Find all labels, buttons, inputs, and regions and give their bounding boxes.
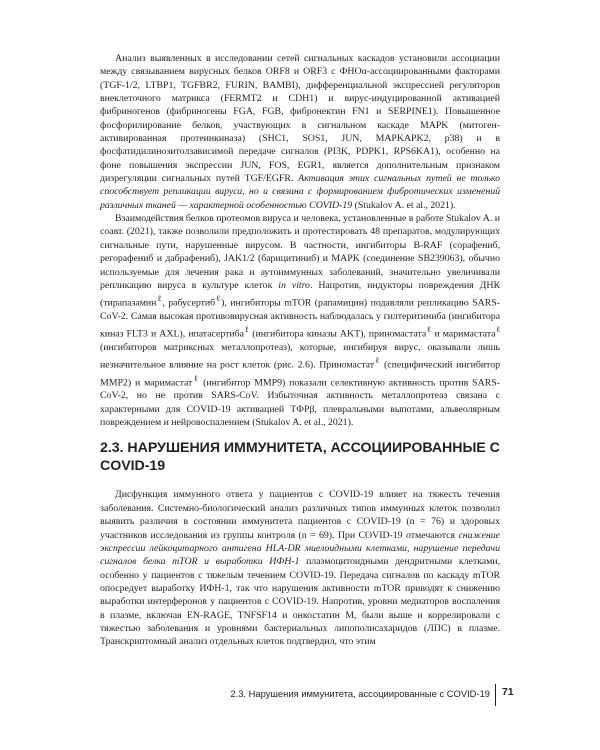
- p2-text-a: Взаимодействия белков протеомов вируса и человека, установленные в работе Stukalov A. и соавт. (2021), также позволили предположить и протестировать 48 препаратов, модулирующих сигнальные пути, нарушенные вирусом. В частности, ингибиторы B-RAF (сорафениб, регорафениб и дабрафениб), JAK1/2 (барицитиниб) и MAPK (соединение SB239063), обычно используемые для лечения рака и аутоиммунных заболеваний, значительно увеличивали репликацию вируса в культуре клеток: [100, 213, 500, 291]
- p3-italic-text: снижение экспрессии лейкоцитарного антигена HLA-DR миелоидными клетками, нарушение передачи сигналов белка mTOR и выработки ИФН-1: [100, 529, 500, 568]
- p3-text-a: Дисфункция иммунного ответа у пациентов с COVID-19 влияет на тяжесть течения заболевания. Системно-биологический анализ различных типов иммунных клеток позволил выявить различия в состоянии иммунитета пациентов с COVID-19 (n = 76) и здоровых участников исследования из группы контроля (n = 69). При COVID-19 отмечаются: [100, 489, 500, 541]
- p2-text-c: . Напротив, индукторы повреждения ДНК (тирапазамин: [100, 279, 500, 309]
- paragraph-3: [100, 488, 500, 648]
- registered-mark: ℓ: [426, 325, 432, 335]
- p1-italic-text: Активация этих сигнальных путей не только способствует репликации вируса, но и связана с формированием фибротических изменений различных тканей — характерной особенностью COVID-19: [100, 173, 500, 211]
- p2-text-g: и маримастата: [431, 328, 496, 340]
- paragraph-1: [100, 52, 500, 212]
- footer-divider: [495, 684, 496, 706]
- p2-text-h: (ингибиторов матриксных металлопротеаз), которые, ингибируя вирус, оказывали лишь незначительное влияние на рост клеток (рис. 2.6). Приномастат: [100, 341, 500, 371]
- paragraph-2: [100, 212, 500, 429]
- registered-mark: ℓ: [495, 325, 500, 335]
- registered-mark: ℓ: [192, 373, 200, 383]
- registered-mark: ℓ: [215, 294, 222, 304]
- page-footer: [0, 680, 600, 710]
- page-content: [100, 52, 500, 649]
- registered-mark: ℓ: [373, 356, 381, 366]
- p2-text-d: , рабусертиб: [162, 297, 216, 309]
- p2-text-e: ), ингибиторы mTOR (рапамицин) подавляли репликацию SARS-CoV-2. Самая высокая противовирусная активность наблюдалась у гилтеритиниба (ингибитора киназ FLT3 и AXL), ипатасертиба: [100, 297, 500, 340]
- p3-text-c: плазмоцитоидными дендритными клетками, особенно у пациентов с тяжелым течением COVID-19. Передача сигналов по каскаду mTOR опосредует выработку ИФН-1, так что нарушения активности mTOR приводят к снижению выработки интерферонов у пациентов с COVID-19. Напротив, уровни медиаторов воспаления в плазме, включая EN-RAGE, TNFSF14 и онкостатин M, были выше и коррелировали с тяжестью заболевания и уровнями бактериальных липополисахаридов (ЛПС) в плазме. Транскриптомный анализ отдельных клеток подтвердил, что этим: [100, 556, 501, 648]
- p2-text-j: (ингибитор MMP9) показали селективную активность против SARS-CoV-2, но не против SARS-CoV. Избыточная активность металлопротеаз связана с характерными для COVID-19 активацией TФРβ, плевральными выпотами, альвеолярным повреждением и нейровоспалением (Stukalov A. et al., 2021).: [100, 377, 500, 429]
- section-heading: 2.3. НАРУШЕНИЯ ИММУНИТЕТА, АССОЦИИРОВАННЫЕ С COVID-19: [100, 440, 500, 474]
- page-number: 71: [502, 687, 514, 698]
- running-title: 2.3. Нарушения иммунитета, ассоциированные с COVID-19: [230, 688, 490, 699]
- p2-text-i: (специфический ингибитор MMP2) и маримастат: [100, 359, 500, 389]
- p1-text: Анализ выявленных в исследовании сетей сигнальных каскадов установили ассоциации между связыванием вирусных белков ORF8 и ORF3 с ФНОα-ассоциированными факторами (TGF-1/2, LTBP1, TGFBR2, FURIN, BAMBI), дифференциальной экспрессией регуляторов внеклеточного матрикса (FERMT2 и CDH1) и вирус-индуцированной активацией фибриногенов (фибриногены FGA, FGB, фибронектин FN1 и SERPINE1). Повышенное фосфорилирование белков, участвующих в сигнальном каскаде MAPK (митоген-активированная протеинкиназа) (SHC1, SOS1, JUN, MAPKAPK2, p38) и в фосфатидилинозитолзависимой передаче сигналов (PI3K, PDPK1, RPS6KA1), особенно на фоне повышения экспрессии JUN, FOS, EGR1, является дополнительным признаком дизрегуляции сигнальных путей TGF/EGFR.: [100, 53, 500, 185]
- registered-mark: ℓ: [156, 294, 163, 304]
- p2-text-f: (ингибитора киназы AKT), приномастата: [249, 328, 427, 340]
- registered-mark: ℓ: [243, 325, 250, 335]
- p2-in-vitro: in vitro: [278, 279, 310, 291]
- p1-citation: (Stukalov A. et al., 2021).: [352, 199, 456, 211]
